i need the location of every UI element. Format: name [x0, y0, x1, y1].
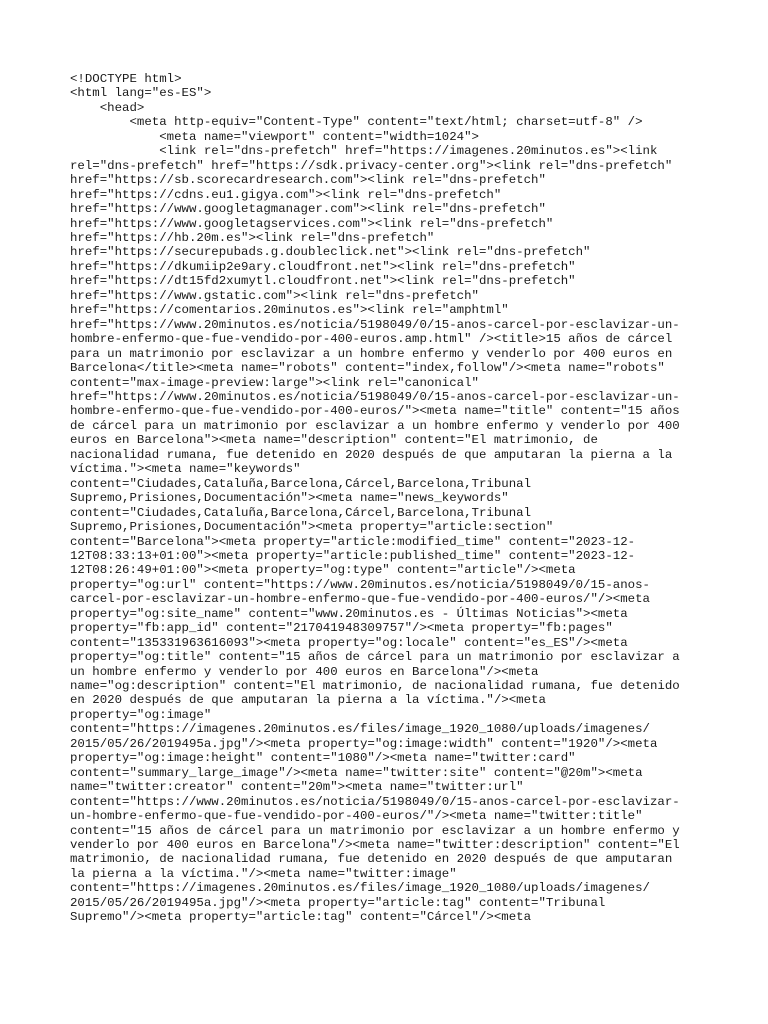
source-line: víctima."><meta name="keywords" [70, 462, 301, 477]
source-line: content="summary_large_image"/><meta name="twitter:site" content="@20m"><meta [70, 765, 643, 780]
source-line: href="https://cdns.eu1.gigya.com"><link rel="dns-prefetch" [70, 187, 502, 202]
source-line: hombre-enfermo-que-fue-vendido-por-400-euros.amp.html" /><title>15 años de cárcel [70, 332, 673, 347]
source-line: content="15 años de cárcel para un matrimonio por esclavizar a un hombre enfermo y [70, 823, 680, 838]
source-line: venderlo por 400 euros en Barcelona"/><meta name="twitter:description" content="El [70, 838, 680, 853]
source-line: content="135331963616093"><meta property="og:locale" content="es_ES"/><meta [70, 635, 628, 650]
source-line: hombre-enfermo-que-fue-vendido-por-400-euros/"><meta name="title" content="15 años [70, 404, 680, 419]
source-line: un hombre enfermo y venderlo por 400 euros en Barcelona"/><meta [70, 664, 539, 679]
source-line: name="twitter:creator" content="20m"><meta name="twitter:url" [70, 780, 524, 795]
source-line: 12T08:33:13+01:00"><meta property="article:published_time" content="2023-12- [70, 548, 636, 563]
source-line: <html lang="es-ES"> [70, 86, 212, 101]
source-line: property="og:url" content="https://www.20minutos.es/noticia/5198049/0/15-anos- [70, 577, 650, 592]
source-line: <!DOCTYPE html> [70, 72, 182, 86]
source-line: content="Ciudades,Cataluña,Barcelona,Cárcel,Barcelona,Tribunal [70, 505, 532, 520]
source-line: para un matrimonio por esclavizar a un hombre enfermo y venderlo por 400 euros en [70, 346, 673, 361]
source-line: name="og:description" content="El matrimonio, de nacionalidad rumana, fue detenido [70, 679, 680, 694]
source-line: content="max-image-preview:large"><link rel="canonical" [70, 375, 479, 390]
source-line: un-hombre-enfermo-que-fue-vendido-por-400-euros/"/><meta name="twitter:title" [70, 809, 643, 824]
source-line: content="Ciudades,Cataluña,Barcelona,Cárcel,Barcelona,Tribunal [70, 476, 532, 491]
source-line: en 2020 después de que amputaran la pierna a la víctima."/><meta [70, 693, 546, 708]
source-line: 12T08:26:49+01:00"><meta property="og:type" content="article"/><meta [70, 563, 576, 578]
source-line: rel="dns-prefetch" href="https://sdk.privacy-center.org"><link rel="dns-prefetch" [70, 158, 673, 173]
source-line: property="og:site_name" content="www.20minutos.es - Últimas Noticias"><meta [70, 606, 628, 621]
source-line: href="https://sb.scorecardresearch.com"><link rel="dns-prefetch" [70, 173, 546, 188]
source-line: Supremo"/><meta property="article:tag" content="Cárcel"/><meta [70, 910, 532, 925]
source-line: de cárcel para un matrimonio por esclavizar a un hombre enfermo y venderlo por 400 [70, 418, 680, 433]
source-line: content="Barcelona"><meta property="article:modified_time" content="2023-12- [70, 534, 636, 549]
source-line: property="og:title" content="15 años de cárcel para un matrimonio por esclavizar a [70, 650, 680, 665]
source-line: <head> [70, 100, 145, 115]
source-line: 2015/05/26/2019495a.jpg"/><meta property="og:image:width" content="1920"/><meta [70, 736, 658, 751]
source-line: <meta http-equiv="Content-Type" content="text/html; charset=utf-8" /> [70, 115, 643, 130]
source-line: <meta name="viewport" content="width=1024"> [70, 129, 479, 144]
source-line: property="fb:app_id" content="217041948309757"/><meta property="fb:pages" [70, 621, 613, 636]
source-line: nacionalidad rumana, fue detenido en 2020 después de que amputaran la pierna a la [70, 447, 673, 462]
source-line: href="https://www.googletagmanager.com"><link rel="dns-prefetch" [70, 202, 546, 217]
source-line: href="https://dt15fd2xumytl.cloudfront.net"><link rel="dns-prefetch" [70, 274, 576, 289]
source-line: Supremo,Prisiones,Documentación"><meta property="article:section" [70, 520, 554, 535]
source-line: href="https://www.googletagservices.com"><link rel="dns-prefetch" [70, 216, 554, 231]
source-line: euros en Barcelona"><meta name="description" content="El matrimonio, de [70, 433, 598, 448]
source-line: href="https://www.20minutos.es/noticia/5198049/0/15-anos-carcel-por-esclavizar-un- [70, 317, 680, 332]
source-line: <link rel="dns-prefetch" href="https://imagenes.20minutos.es"><link [70, 144, 658, 159]
source-line: href="https://dkumiip2e9ary.cloudfront.net"><link rel="dns-prefetch" [70, 259, 576, 274]
source-line: href="https://securepubads.g.doubleclick.net"><link rel="dns-prefetch" [70, 245, 591, 260]
source-line: href="https://www.gstatic.com"><link rel="dns-prefetch" [70, 288, 479, 303]
source-line: content="https://imagenes.20minutos.es/files/image_1920_1080/uploads/imagenes/ [70, 722, 650, 737]
source-line: matrimonio, de nacionalidad rumana, fue detenido en 2020 después de que amputaran [70, 852, 673, 867]
source-line: la pierna a la víctima."/><meta name="twitter:image" [70, 866, 457, 881]
source-line: carcel-por-esclavizar-un-hombre-enfermo-que-fue-vendido-por-400-euros/"/><meta [70, 592, 650, 607]
source-line: href="https://hb.20m.es"><link rel="dns-prefetch" [70, 230, 435, 245]
source-line: Barcelona</title><meta name="robots" content="index,follow"/><meta name="robots" [70, 361, 665, 376]
source-line: property="og:image:height" content="1080"/><meta name="twitter:card" [70, 751, 576, 766]
source-line: href="https://comentarios.20minutos.es"><link rel="amphtml" [70, 303, 509, 318]
source-line: Supremo,Prisiones,Documentación"><meta name="news_keywords" [70, 491, 509, 506]
source-line: href="https://www.20minutos.es/noticia/5198049/0/15-anos-carcel-por-esclavizar-un- [70, 389, 680, 404]
source-line: property="og:image" [70, 707, 212, 722]
source-line: content="https://www.20minutos.es/noticia/5198049/0/15-anos-carcel-por-esclavizar- [70, 794, 680, 809]
source-line: content="https://imagenes.20minutos.es/files/image_1920_1080/uploads/imagenes/ [70, 881, 650, 896]
source-line: 2015/05/26/2019495a.jpg"/><meta property="article:tag" content="Tribunal [70, 895, 606, 910]
